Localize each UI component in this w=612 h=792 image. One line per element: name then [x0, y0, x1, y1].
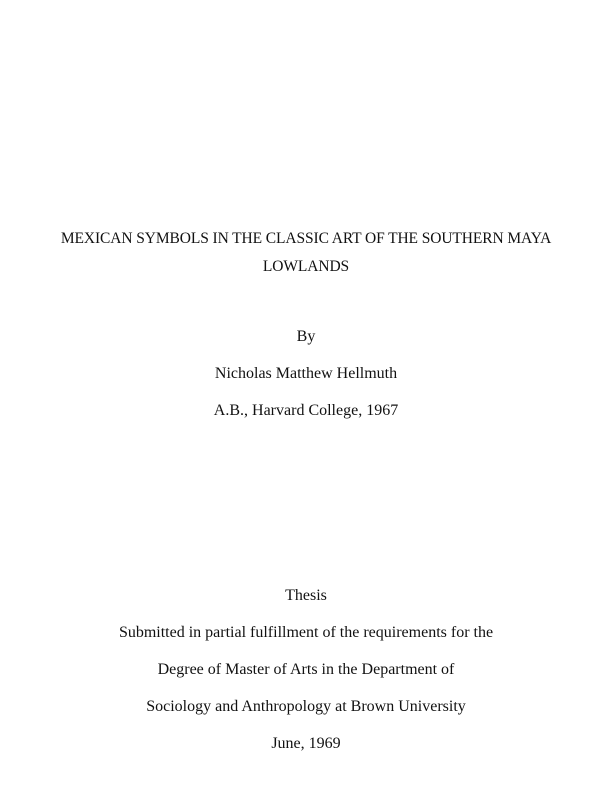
author-name: Nicholas Matthew Hellmuth — [214, 365, 398, 382]
submission-statement-line-1: Submitted in partial fulfillment of the requirements for the — [118, 624, 494, 641]
prior-degree: A.B., Harvard College, 1967 — [213, 402, 399, 419]
by-label: By — [296, 328, 316, 345]
submission-statement-line-3: Sociology and Anthropology at Brown University — [146, 698, 466, 715]
thesis-title-line-1: MEXICAN SYMBOLS IN THE CLASSIC ART OF THE SOUTHERN MAYA — [60, 230, 552, 247]
submission-statement-line-2: Degree of Master of Arts in the Department of — [157, 661, 455, 678]
document-type: Thesis — [285, 587, 327, 604]
thesis-title-line-2: LOWLANDS — [262, 258, 350, 275]
submission-date: June, 1969 — [271, 735, 341, 752]
